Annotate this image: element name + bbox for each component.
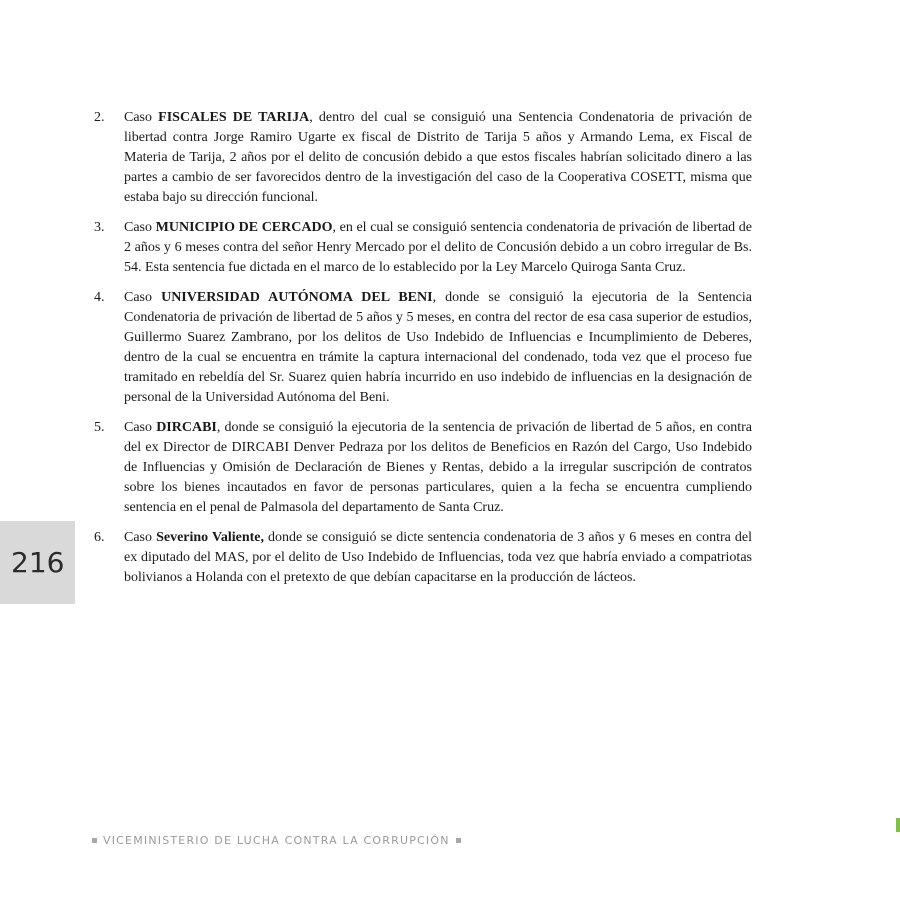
item-text: Caso Severino Valiente, donde se consiguió se dicte sentencia condenatoria de 3 años y 6 meses en contra del ex diputado del MAS, por el delito de Uso Indebido de Influencias, toda vez que habría enviado a compatriotas bolivianos a Holanda con el pretexto de que debían capacitarse en la producción de lácteos. <box>124 530 753 585</box>
case-name: FISCALES DE TARIJA <box>158 110 310 125</box>
list-item <box>94 418 752 518</box>
case-name: MUNICIPIO DE CERCADO <box>155 220 333 235</box>
list-item <box>94 218 752 278</box>
list-item <box>94 528 752 588</box>
item-text: Caso MUNICIPIO DE CERCADO, en el cual se consiguió sentencia condenatoria de privación de libertad de 2 años y 6 meses contra del señor Henry Mercado por el delito de Concusión debido a un cobro irregular de Bs. 54. Esta sentencia fue dictada en el marco de lo establecido por la Ley Marcelo Quiroga Santa Cruz. <box>124 220 753 275</box>
case-list <box>94 108 752 598</box>
edge-marker <box>896 818 900 832</box>
item-number: 4. <box>94 290 105 305</box>
case-name: UNIVERSIDAD AUTÓNOMA DEL BENI <box>161 290 433 305</box>
item-text: Caso FISCALES DE TARIJA, dentro del cual se consiguió una Sentencia Condenatoria de privación de libertad contra Jorge Ramiro Ugarte ex fiscal de Distrito de Tarija 5 años y Armando Lema, ex Fiscal de Materia de Tarija, 2 años por el delito de concusión debido a que estos fiscales habrían solicitado dinero a las partes a cambio de ser favorecidos dentro de la investigación del caso de la Cooperativa COSETT, misma que estaba bajo su dirección funcional. <box>124 110 752 205</box>
square-bullet-icon <box>92 838 97 843</box>
footer <box>92 834 461 848</box>
item-text: Caso UNIVERSIDAD AUTÓNOMA DEL BENI, donde se consiguió la ejecutoria de la Sentencia Condenatoria de privación de libertad de 5 años y 5 meses, en contra del rector de esa casa superior de estudios, Guillermo Suarez Zambrano, por los delitos de Uso Indebido de Influencias e Incumplimiento de Deberes, dentro de la cual se encuentra en trámite la captura internacional del condenado, toda vez que el proceso fue tramitado en rebeldía del Sr. Suarez quien habría incurrido en uso indebido de influencias en la designación de personal de la Universidad Autónoma del Beni. <box>124 290 752 405</box>
item-number: 3. <box>94 220 105 235</box>
square-bullet-icon <box>456 838 461 843</box>
page-number: 216 <box>11 546 65 579</box>
case-name: Severino Valiente, <box>156 530 264 545</box>
list-item <box>94 108 752 208</box>
footer-text: VICEMINISTERIO DE LUCHA CONTRA LA CORRUPCIÓN <box>103 834 450 847</box>
case-name: DIRCABI <box>156 420 217 435</box>
list-item <box>94 288 752 408</box>
item-number: 2. <box>94 110 105 125</box>
item-number: 5. <box>94 420 105 435</box>
item-text: Caso DIRCABI, donde se consiguió la ejecutoria de la sentencia de privación de libertad de 5 años, en contra del ex Director de DIRCABI Denver Pedraza por los delitos de Beneficios en Razón del Cargo, Uso Indebido de Influencias y Omisión de Declaración de Bienes y Rentas, debido a la irregular suscripción de contratos sobre los bienes incautados en favor de personas particulares, quien a la fecha se encuentra cumpliendo sentencia en el penal de Palmasola del departamento de Santa Cruz. <box>124 420 753 515</box>
item-number: 6. <box>94 530 105 545</box>
